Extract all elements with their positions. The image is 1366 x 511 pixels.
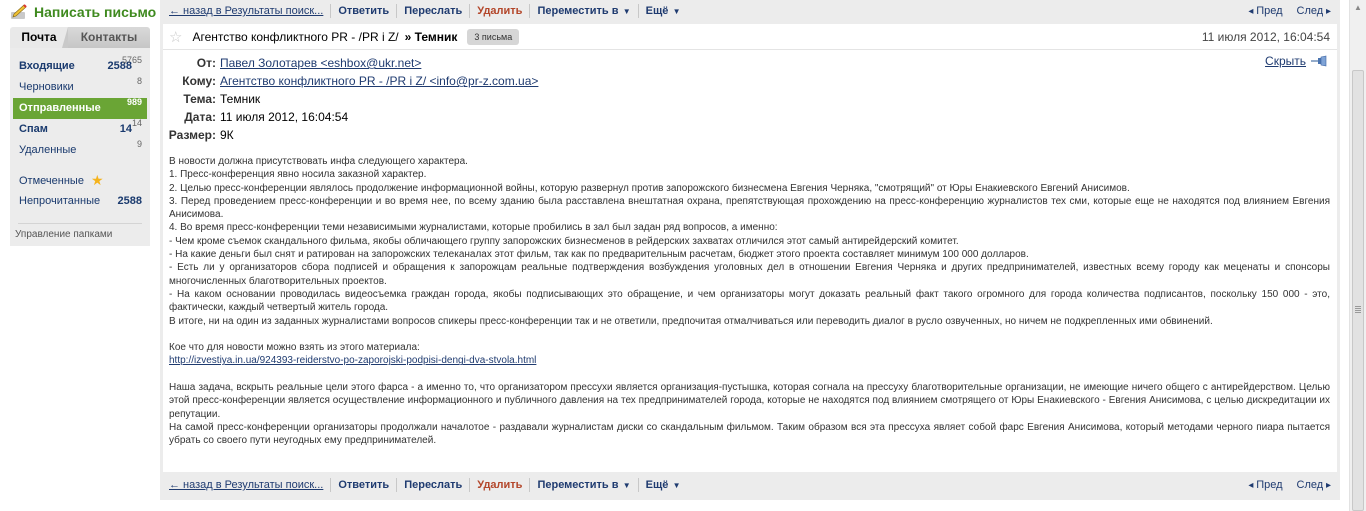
subject-sender: Агентство конфликтного PR - /PR i Z/ — [192, 29, 399, 44]
body-paragraph: В новости должна присутствовать инфа следующего характера. — [169, 156, 468, 167]
forward-button[interactable]: Переслать — [404, 479, 463, 491]
folder-label: Отправленные — [19, 102, 101, 114]
message-nav — [1248, 0, 1331, 22]
divider — [469, 478, 470, 492]
header-label: От: — [196, 56, 216, 70]
message-headers — [163, 54, 1337, 144]
vertical-scrollbar[interactable] — [1349, 0, 1366, 511]
move-to-button[interactable] — [537, 5, 630, 17]
folder-label: Удаленные — [19, 144, 77, 156]
prev-label: Пред — [1256, 479, 1283, 491]
body-paragraph: Наша задача, вскрыть реальные цели этого фарса - а именно то, что организатором прессухи является организация-пустышка, которая согнала на прессуху благотворительные организации, не имеющие ничего общего с антирейдерством. Целью этой пресс-конференции является осуществление информационного и публичного давления на тех предпринимателей города, которые не находятся под влиянием смотрящего от Юры Енакиевского - Евгения Анисимова, с целью дискредитации их репутации. — [169, 382, 1330, 420]
more-label: Ещё — [645, 479, 669, 491]
prev-message-button[interactable] — [1248, 5, 1282, 17]
prev-message-button[interactable] — [1248, 479, 1282, 491]
manage-folders-link[interactable]: Управление папками — [15, 229, 113, 240]
delete-button[interactable]: Удалить — [477, 5, 523, 17]
body-paragraph: В итоге, ни на один из заданных журналистами вопросов спикеры пресс-конференции так и не ответили, предпочитая отмалчиваться или переводить диалог в русло озвученных, но ничем не подкрепленных ими обвинений. — [169, 315, 1213, 327]
thread-count-badge[interactable]: 3 письма — [467, 29, 519, 45]
pin-icon — [1310, 55, 1328, 67]
header-date — [163, 108, 1337, 126]
sender-link[interactable]: Павел Золотарев <eshbox@ukr.net> — [220, 56, 422, 70]
body-paragraph: - На какие деньги был снят и ратирован на запорожских телеканалах этот фильм, так как по предварительным расчетам, бюджет этого проекта составляет минимум 100 000 долларов. — [169, 249, 1029, 261]
scrollbar-thumb[interactable] — [1352, 70, 1364, 511]
folder-spam[interactable] — [10, 119, 150, 140]
message-date: 11 июля 2012, 16:04:54 — [1201, 30, 1330, 44]
hide-label: Скрыть — [1265, 54, 1306, 68]
header-label: Кому: — [182, 74, 216, 88]
folder-label: Отмеченные — [19, 175, 84, 187]
total-count: 14 — [131, 118, 142, 128]
folder-unread[interactable] — [10, 191, 150, 212]
folder-sent[interactable] — [13, 98, 147, 119]
blank-line — [169, 368, 1330, 381]
more-label: Ещё — [645, 5, 669, 17]
subject-text: Темник — [414, 29, 458, 44]
back-to-search-link[interactable]: ← назад в Результаты поиск... — [169, 5, 324, 17]
divider — [330, 4, 331, 18]
subject-title: » Темник — [404, 29, 458, 44]
folder-spacer — [10, 161, 150, 170]
scroll-up-icon[interactable]: ▲ — [1354, 3, 1362, 12]
tab-mail[interactable]: Почта — [10, 27, 68, 48]
body-paragraph: 1. Пресс-конференция явно носила заказной характер. — [169, 169, 427, 181]
next-message-button[interactable] — [1297, 5, 1331, 17]
header-subject — [163, 90, 1337, 108]
grip-icon — [1355, 306, 1361, 313]
caret-down-icon: ▼ — [620, 481, 631, 490]
body-paragraph: 2. Целью пресс-конференции являлось продолжение информационной войны, которую развернул против запорожского бизнесмена Евгения Черняка, "смотрящий" от Юры Енакиевского Евгений Анисимов. — [169, 182, 1130, 194]
body-paragraph: 4. Во время пресс-конференции теми независимыми журналистами, которые пробились в зал был задан ряд вопросов, а именно: — [169, 222, 778, 234]
divider — [396, 478, 397, 492]
divider — [396, 4, 397, 18]
body-paragraph: Кое что для новости можно взять из этого материала: — [169, 342, 420, 354]
caret-down-icon: ▼ — [670, 7, 681, 16]
arrow-right-icon: ▸ — [1323, 480, 1331, 491]
folder-inbox[interactable] — [10, 56, 150, 77]
divider — [529, 478, 530, 492]
arrow-left-icon: ◂ — [1248, 6, 1257, 17]
reply-button[interactable]: Ответить — [338, 479, 390, 491]
blank-line — [169, 328, 1330, 341]
toolbar-bottom — [160, 474, 1340, 496]
arrow-left-icon: ◂ — [1248, 480, 1257, 491]
divider — [330, 478, 331, 492]
total-count: 5765 — [121, 55, 142, 65]
header-value: Темник — [220, 92, 261, 106]
header-label: Размер: — [168, 128, 216, 142]
sidebar — [0, 0, 160, 511]
divider — [638, 478, 639, 492]
unread-count: 2588 — [117, 195, 142, 207]
message-view — [160, 0, 1340, 500]
total-count: 9 — [136, 139, 142, 149]
body-link[interactable]: http://izvestiya.in.ua/924393-reiderstvo-po-zaporojski-podpisi-dengi-dva-stvola.html — [169, 355, 537, 367]
hide-headers-link[interactable] — [1265, 54, 1328, 68]
prev-label: Пред — [1256, 5, 1283, 17]
body-paragraph: - Есть ли у организаторов сбора подписей и обращения к запорожцам реальные подтверждения возбуждения уголовных дел в отношении Евгения Черняка и других предпринимателей, известных всему городу как меценаты и спонсоры многочисленных благотворительных проектов. — [169, 262, 1330, 287]
header-from — [163, 54, 1337, 72]
move-to-label: Переместить в — [537, 5, 619, 17]
reply-button[interactable]: Ответить — [338, 5, 390, 17]
recipient-link[interactable]: Агентство конфликтного PR - /PR i Z/ <info@pr-z.com.ua> — [220, 74, 539, 88]
folder-list — [10, 48, 150, 246]
arrow-right-icon: ▸ — [1323, 6, 1331, 17]
forward-button[interactable]: Переслать — [404, 5, 463, 17]
next-message-button[interactable] — [1297, 479, 1331, 491]
caret-down-icon: ▼ — [670, 481, 681, 490]
unread-count: 14 — [119, 123, 132, 135]
back-to-search-link[interactable]: ← назад в Результаты поиск... — [169, 479, 324, 491]
move-to-label: Переместить в — [537, 479, 619, 491]
header-value: 11 июля 2012, 16:04:54 — [220, 110, 349, 124]
compose-label: Написать письмо — [34, 4, 157, 20]
unread-count: 2588 — [107, 60, 132, 72]
delete-button[interactable]: Удалить — [477, 479, 523, 491]
body-paragraph: - На каком основании проводилась видеосъемка граждан города, якобы подписывающих это обращение, и чем организаторы могут доказать реальный факт такого огромного для города количества подписантов, поскольку 150 000 - это, фактически, каждый четвертый житель города. — [169, 288, 1330, 314]
total-count: 8 — [136, 76, 142, 86]
star-icon[interactable]: ☆ — [169, 28, 183, 46]
star-icon: ★ — [91, 172, 104, 188]
more-button[interactable] — [646, 479, 681, 491]
divider — [638, 4, 639, 18]
header-value: 9К — [220, 128, 234, 142]
header-to — [163, 72, 1337, 90]
toolbar-top — [160, 0, 1340, 22]
next-label: След — [1296, 5, 1324, 17]
tab-contacts[interactable]: Контакты — [68, 27, 150, 48]
compose-icon — [10, 3, 28, 21]
header-label: Дата: — [184, 110, 216, 124]
move-to-button[interactable] — [537, 479, 630, 491]
body-paragraph: - Чем кроме съемок скандального фильма, якобы обличающего группу запорожских бизнесменов в рейдерских захватах отличился этот самый антирейдерский комитет. — [169, 235, 959, 247]
caret-down-icon: ▼ — [620, 7, 631, 16]
folder-label: Входящие — [19, 60, 75, 72]
message-nav — [1248, 474, 1331, 496]
message-body — [169, 155, 1330, 448]
letter — [163, 24, 1337, 472]
more-button[interactable] — [646, 5, 681, 17]
body-paragraph: 3. Перед проведением пресс-конференции и во время нее, по всему зданию была расставлена внештатная охрана, препятствующая прохождению на пресс-конференцию журналистов тех сми, которые еще не находятся под влиянием Евгения Анисимова. — [169, 195, 1330, 221]
divider — [18, 223, 142, 224]
folder-label: Черновики — [19, 81, 74, 93]
folder-label: Непрочитанные — [19, 195, 101, 207]
folder-trash[interactable] — [10, 140, 150, 161]
sidebar-tabs — [10, 27, 150, 48]
header-label: Тема: — [183, 92, 216, 106]
next-label: След — [1296, 479, 1324, 491]
body-paragraph: На самой пресс-конференции организаторы продолжали началотое - раздавали журналистам диски со скандальным фильмом. Таким образом вся эта прессуха являет собой фарс Евгения Анисимова, который методами черного пиара пытается убрать со своего пути неугодных ему предпринимателей. — [169, 421, 1330, 447]
total-count: 989 — [126, 97, 142, 107]
subject-row — [163, 24, 1337, 50]
divider — [529, 4, 530, 18]
compose-button[interactable] — [10, 2, 156, 22]
folder-label: Спам — [19, 123, 48, 135]
divider — [469, 4, 470, 18]
header-size — [163, 126, 1337, 144]
folder-flagged[interactable] — [10, 170, 150, 191]
